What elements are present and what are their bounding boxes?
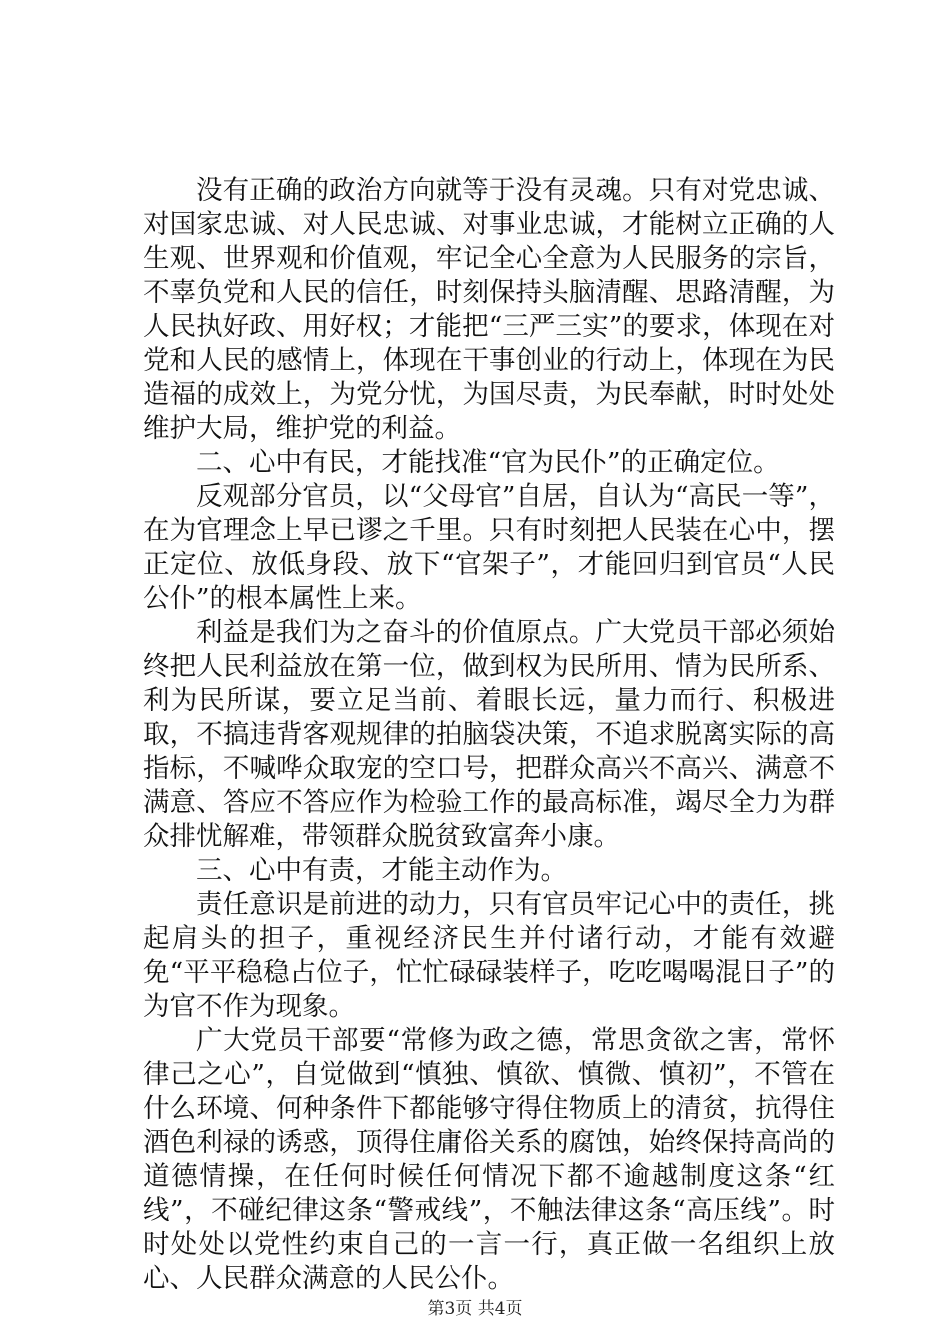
document-body (143, 174, 835, 1296)
paragraph: 利益是我们为之奋斗的价值原点。广大党员干部必须始终把人民利益放在第一位，做到权为民所用、情为民所系、利为民所谋，要立足当前、着眼长远，量力而行、积极进取，不搞违背客观规律的拍脑袋决策，不追求脱离实际的高指标，不喊哗众取宠的空口号，把群众高兴不高兴、满意不满意、答应不答应作为检验工作的最高标准，竭尽全力为群众排忧解难，带领群众脱贫致富奔小康。 (143, 617, 835, 852)
paragraph: 责任意识是前进的动力，只有官员牢记心中的责任，挑起肩头的担子，重视经济民生并付诸行动，才能有效避免“平平稳稳占位子，忙忙碌碌装样子，吃吃喝喝混日子”的为官不作为现象。 (143, 889, 835, 1022)
page-footer: 第3页 共4页 (427, 1299, 523, 1319)
paragraph: 没有正确的政治方向就等于没有灵魂。只有对党忠诚、对国家忠诚、对人民忠诚、对事业忠诚，才能树立正确的人生观、世界观和价值观，牢记全心全意为人民服务的宗旨，不辜负党和人民的信任，时刻保持头脑清醒、思路清醒，为人民执好政、用好权；才能把“三严三实”的要求，体现在对党和人民的感情上，体现在干事创业的行动上，体现在为民造福的成效上，为党分忧，为国尽责，为民奉献，时时处处维护大局，维护党的利益。 (143, 175, 835, 444)
paragraph: 广大党员干部要“常修为政之德，常思贪欲之害，常怀律己之心”，自觉做到“慎独、慎欲、慎微、慎初”，不管在什么环境、何种条件下都能够守得住物质上的清贫，抗得住酒色利禄的诱惑，顶得住庸俗关系的腐蚀，始终保持高尚的道德情操，在任何时候任何情况下都不逾越制度这条“红线”，不碰纪律这条“警戒线”，不触法律这条“高压线”。时时处处以党性约束自己的一言一行，真正做一名组织上放心、人民群众满意的人民公仆。 (143, 1025, 835, 1294)
section-heading: 二、心中有民，才能找准“官为民仆”的正确定位。 (196, 447, 780, 478)
paragraph: 反观部分官员，以“父母官”自居，自认为“高民一等”，在为官理念上早已谬之千里。只有时刻把人民装在心中，摆正定位、放低身段、放下“官架子”，才能回归到官员“人民公仆”的根本属性上来。 (143, 481, 835, 614)
section-heading: 三、心中有责，才能主动作为。 (196, 855, 567, 886)
